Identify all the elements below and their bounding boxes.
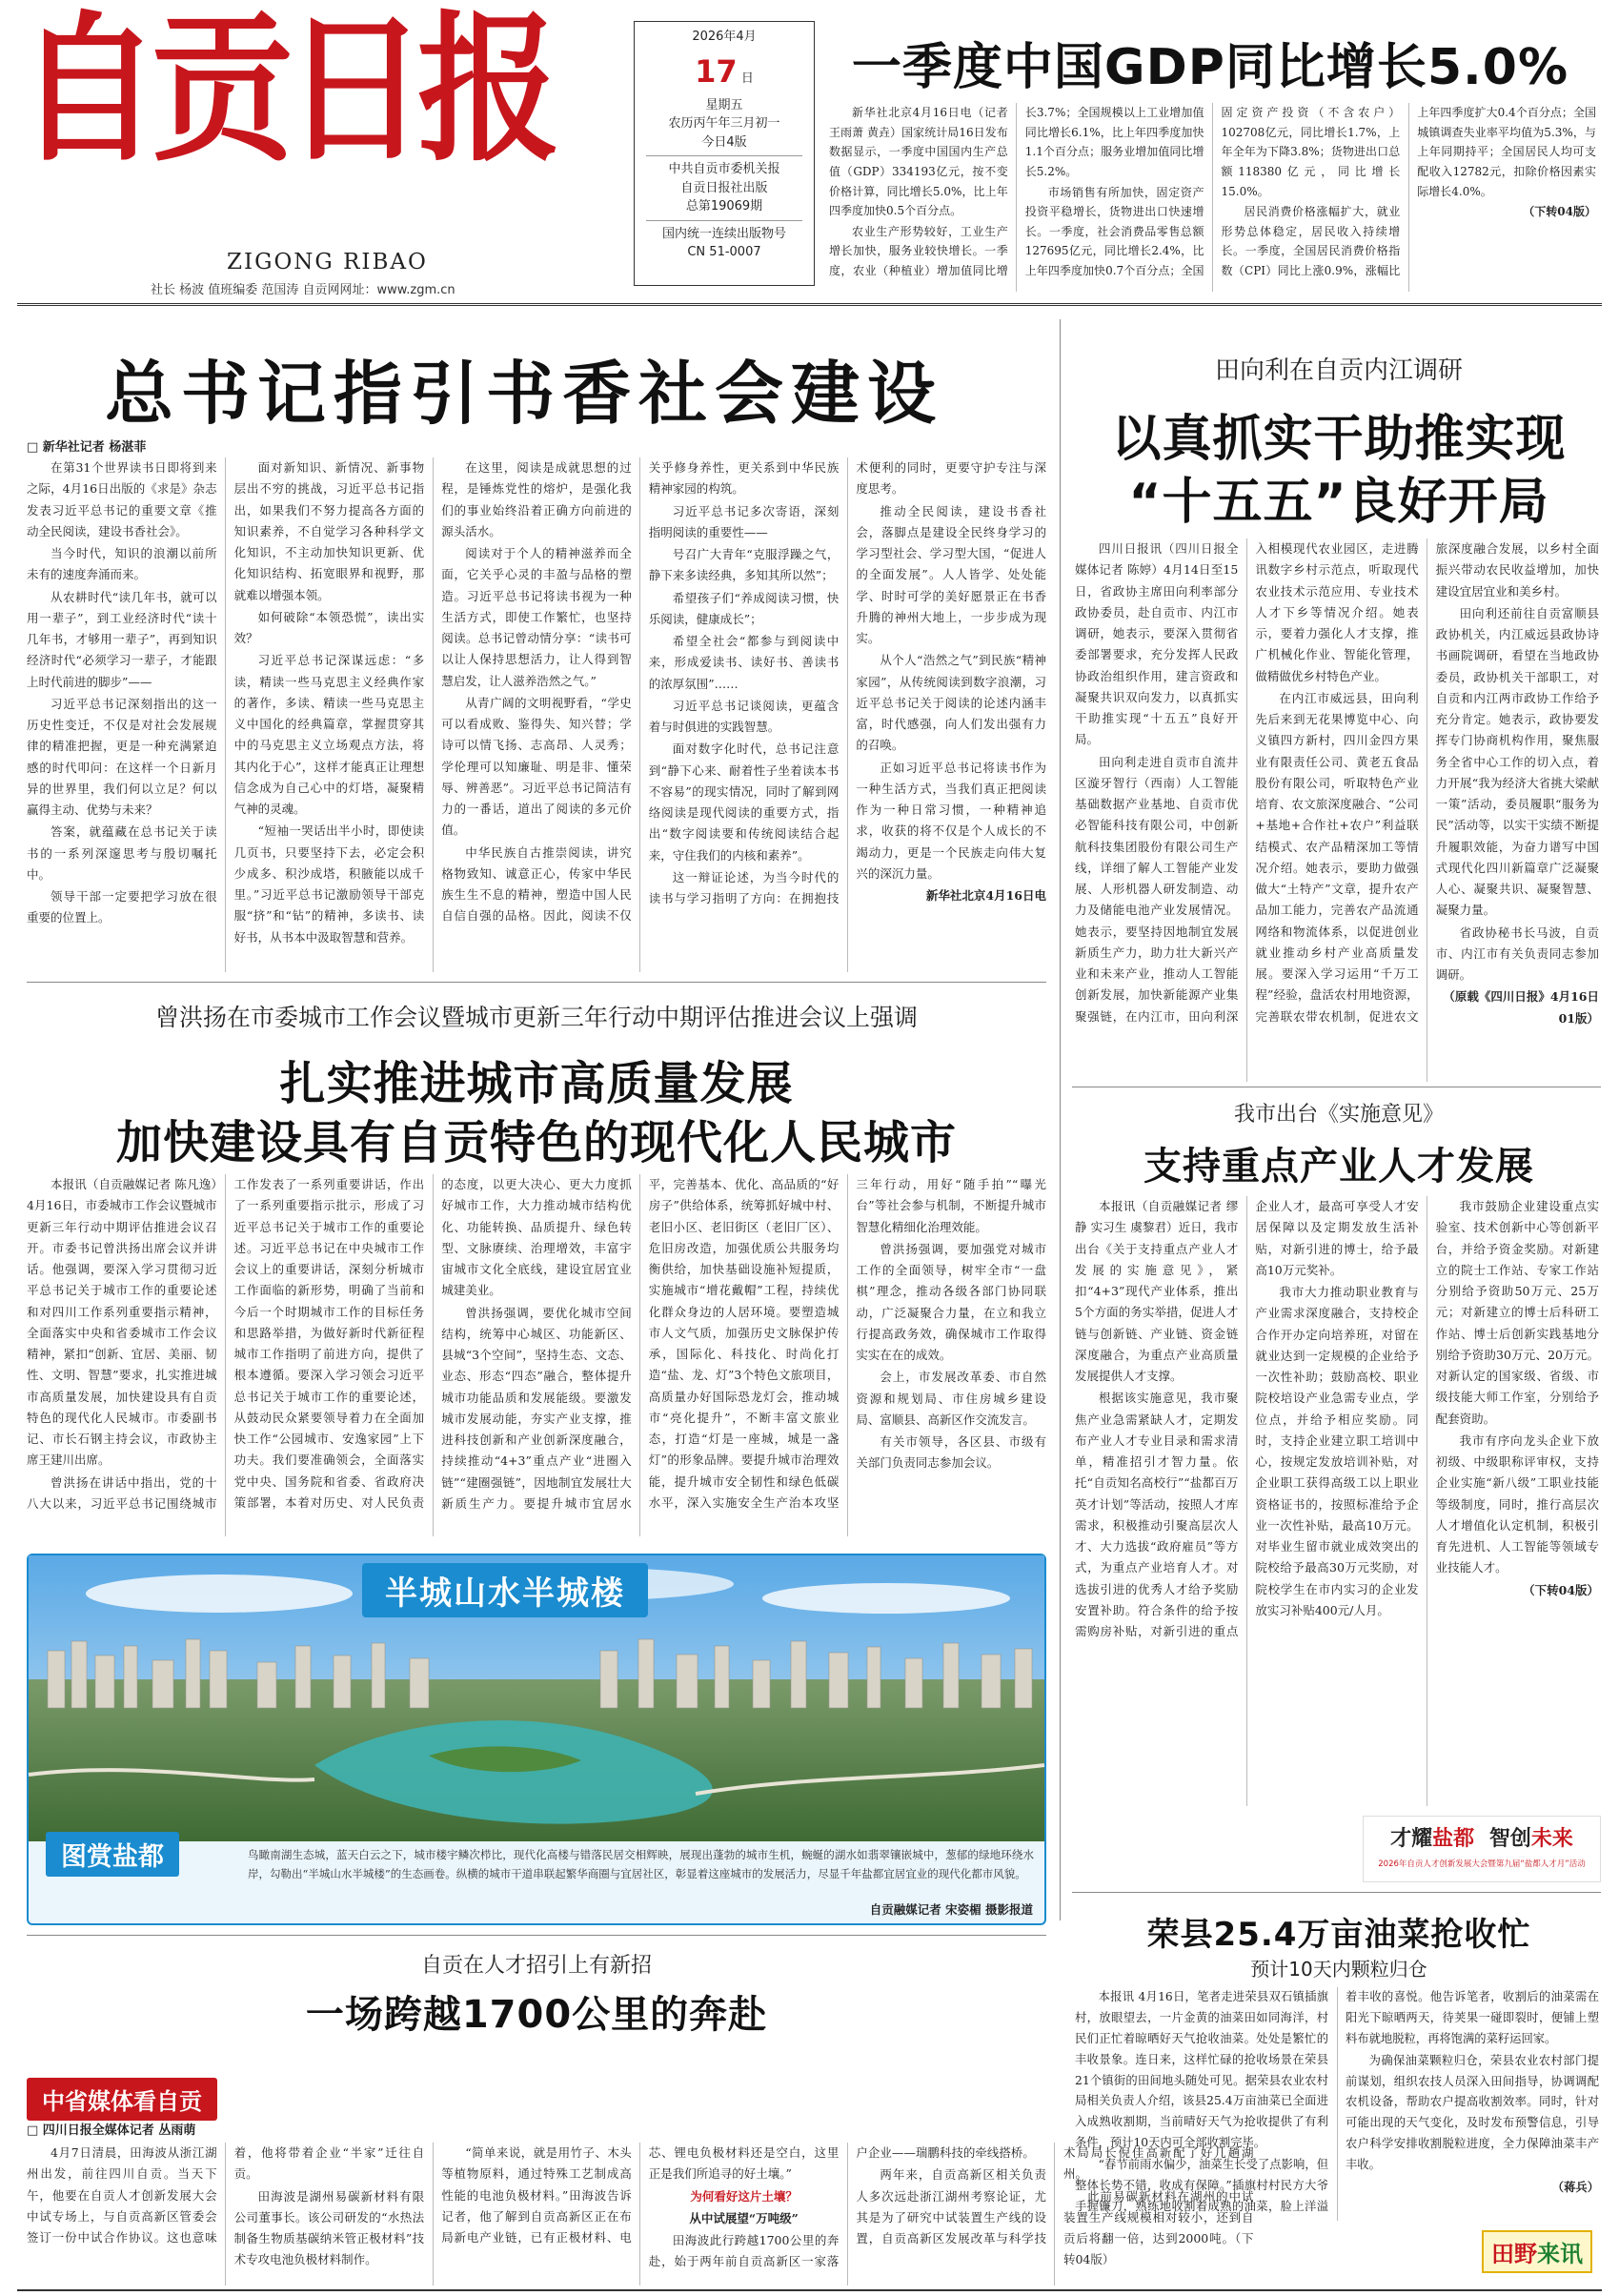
article3-body: 本报讯（自贡融媒记者 陈凡逸）4月16日，市委城市工作会议暨城市更新三年行动中期评估推进会议召开。市委书记曾洪扬出席会议并讲话。他强调，要深入学习贯彻习近平总书记关于城市工作的重要论述和对四川工作系列重要指示精神，全面落实中央和省委城市工作会议精神，紧扣“创新、宜居、美丽、韧性、文明、智慧”要求，扎实推进城市高质量发展，加快建设具有自贡特色的现代化人民城市。市委副书记、市长石钢主持会议，市政协主席王建川出席。 曾洪扬在讲话中指出，党的十八大以来，习近平总书记围绕城市工作发表了一系列重要讲话，作出了一系列重要指示批示，形成了习近平总书记关于城市工作的重要论述。习近平总书记在中央城市工作会议上的重要讲话，深刻分析城市工作面临的新形势，明确了当前和今后一个时期城市工作的目标任务和思路举措，为做好新时代新征程城市工作指明了前进方向，提供了根本遵循。要深入学习领会习近平总书记关于城市工作的重要论述，从鼓动民众紧要领导着力在全面加快工作“公园城市、安逸家园”上下功夫。我们要准确领会，全面落实党中央、国务院和省委、省政府决策部署，本着对历史、对人民负责的态度，以更大决心、更大力度抓好城市工作，大力推动城市结构优化、功能转换、品质提升、绿色转型、文脉赓续、治理增效，丰富宇宙城市文化全底线，建设宜居宜业城建美业。 曾洪扬强调，要优化城市空间结构，统筹中心城区、功能新区、县城“3个空间”，坚持生态、文态、业态、形态“四态”融合，整体提升城市功能品质和发展能级。要激发城市发展动能，夯实产业支撑，推进科技创新和产业创新深度融合，持续推动“4+3”重点产业“进圈入链”“建圈强链”，因地制宜发展壮大新质生产力。要提升城市宜居水平，完善基本、优化、高品质的“好房子”供给体系，统筹抓好城中村、老旧小区、老旧街区（老旧厂区）、危旧房改造，加强优质公共服务均衡供给，加快基础设施补短提质，实施城市“增花戴帽”工程，持续优化群众身边的人居环境。要塑造城市人文气质，加强历史文脉保护传承，国际化、科技化、时尚化打造“盐、龙、灯”3个特色文旅项目，高质量办好国际恐龙灯会，推动城市“亮化提升”，不断丰富文旅业态，打造“灯是一座城，城是一盏灯”的形象品牌。要提升城市治理效能，提升城市安全韧性和绿色低碳水平，深入实施安全生产治本攻坚三年行动，用好“随手拍”“曝光台”等社会参与机制，不断提升城市智慧化精细化治理效能。 曾洪扬强调，要加强党对城市工作的全面领导，树牢全市“一盘棋”理念，推动各级各部门协同联动，广泛凝聚合力量，在立和我立行提高政务效，确保城市工作取得实实在在的成效。 会上，市发展改革委、市自然资源和规划局、市住房城乡建设局、富顺县、高新区作交流发言。 有关市领导，各区县、市级有关部门负责同志参加会议。 — [27, 1177, 1046, 1511]
photo-section-label: 图赏盐都 — [46, 1832, 179, 1877]
page-bottom-rule — [17, 2289, 1602, 2291]
issue-pages: 今日4版 — [646, 133, 802, 157]
article1-dateline: 新华社北京4月16日电 — [925, 888, 1046, 903]
article4-continue: （下转04版） — [1523, 1582, 1599, 1597]
article1-headline: 总书记指引书香社会建设 — [104, 354, 943, 434]
photo-credit: 自贡融媒记者 宋姿楣 摄影报道 — [869, 1902, 1033, 1917]
article4-body: 本报讯（自贡融媒记者 缪静 实习生 虞黎君）近日，我市出台《关于支持重点产业人才发展的实施意见》，紧扣“4+3”现代产业体系，推出5个方面的务实举措，促进人才链与创新链、产业链、资金链深度融合，为重点产业高质量发展提供人才支撑。 根据该实施意见，我市聚焦产业急需紧缺人才，定期发布产业人才专业目录和需求清单，精准招引才智力量。依托“自贡知名高校行”“盐都百万英才计划”等活动，按照人才库需求，积极推动引聚高层次人才、大力选拔“政府雇员”等方式，为重点产业培育人才。对选拔引进的优秀人才给予奖励安置补助。符合条件的给予按需购房补贴，对新引进的重点企业人才，最高可享受人才安居保障以及定期发放生活补贴，对新引进的博士，给予最高10万元奖补。 我市大力推动职业教育与产业需求深度融合，支持校企合作开办定向培养班，对留在就业达到一定规模的企业给予一次性补助；鼓励高校、职业院校培设产业急需专业点，学位点，并给予相应奖励。同时，支持企业建立职工培训中心，按规定发放培训补贴，对企业职工获得高级工以上职业资格证书的，按照标准给予企业一次性补贴，最高10万元。对毕业生留市就业成效突出的院校给予最高30万元奖励，对院校学生在市内实习的企业发放实习补贴400元/人月。 我市鼓励企业建设重点实验室、技术创新中心等创新平台，并给予资金奖励。对新建立的院士工作站、专家工作站分别给予资助50万元、25万元；对新建立的博士后科研工作站、博士后创新实践基地分别给予资助30万元、20万元。对新认定的国家级、省级、市级技能大师工作室，分别给予配套资助。 我市有序向龙头企业下放初级、中级职称评审权，支持企业实施“新八级”工职业技能等级制度，同时，推行高层次人才增值化认定机制，积极引育先进机、人工智能等领域专业技能人才。 （下转04版） — [1075, 1199, 1599, 1638]
masthead-divider — [17, 303, 1602, 306]
article5-source: （蒋兵） — [1551, 2179, 1599, 2194]
gdp-headline: 一季度中国GDP同比增长5.0% — [851, 39, 1569, 96]
photo-feature — [27, 1554, 1046, 1925]
article4-headline: 支持重点产业人才发展 — [1143, 1145, 1534, 1189]
article1-body: 在第31个世界读书日即将到来之际，4月16日出版的《求是》杂志发表习近平总书记的重要文章《推动全民阅读，建设书香社会》。 当今时代，知识的浪潮以前所未有的速度奔涌而来。 从农耕时代“读几年书，就可以用一辈子”，到工业经济时代“读十几年书，才够用一辈子”，再到知识经济时代“必须学习一辈子，才能跟上时代前进的脚步”—— 习近平总书记深刻指出的这一历史性变迁，不仅是对社会发展规律的精准把握，更是一种充满紧迫感的时代叩问：在这样一个日新月异的世界里，我们何以立足？何以赢得主动、优势与未来？ 答案，就蕴藏在总书记关于读书的一系列深邃思考与殷切嘱托中。 领导干部一定要把学习放在很重要的位置上。 面对新知识、新情况、新事物层出不穷的挑战，习近平总书记指出，如果我们不努力提高各方面的知识素养，不自觉学习各种科学文化知识，不主动加快知识更新、优化知识结构、拓宽眼界和视野，那就难以增强本领。 如何破除“本领恐慌”，读出实效？ 习近平总书记深谋远虑：“多读，精读一些马克思主义经典作家的著作，多读、精读一些马克思主义中国化的经典篇章，掌握贯穿其中的马克思主义立场观点方法，将其内化于心”，这样才能真正让理想信念成为自己心中的灯塔，凝聚精气神的灵魂。 “短袖一哭话出半小时，即使读几页书，只要坚持下去，必定会积少成多、积沙成塔，积腋能以成千里。”习近平总书记激励领导干部克服“挤”和“钻”的精神，多读书、读好书，从书本中汲取智慧和营养。 在这里，阅读是成就思想的过程，是锤炼党性的熔炉，是强化我们的事业始终沿着正确方向前进的源头活水。 阅读对于个人的精神滋养而全面，它关乎心灵的丰盈与品格的塑造。习近平总书记将读书视为一种生活方式，即使工作繁忙，也坚持阅读。总书记曾动情分享：“读书可以让人保持思想活力，让人得到智慧启发，让人滋养浩然之气。” 从青广阔的文明视野看，“学史可以看成败、鉴得失、知兴替；学诗可以情飞扬、志高昂、人灵秀；学伦理可以知廉耻、明是非、懂荣辱、辨善恶”。习近平总书记简洁有力的一番话，道出了阅读的多元价值。 中华民族自古推崇阅读，讲究格物致知、诚意正心，传家中华民族生生不息的精神，塑造中国人民自信自强的品格。因此，阅读不仅关乎修身养性，更关系到中华民族精神家园的构筑。 习近平总书记多次寄语，深刻指明阅读的重要性—— 号召广大青年“克服浮躁之气，静下来多读经典，多知其所以然”； 希望孩子们“养成阅读习惯，快乐阅读，健康成长”； 希望全社会“都参与到阅读中来，形成爱读书、读好书、善读书的浓厚氛围”…… 习近平总书记谈阅读，更蕴含着与时俱进的实践智慧。 面对数字化时代，总书记注意到“静下心来、耐着性子坐着读本书不容易”的现实情况，同时了解到网络阅读是现代阅读的重要方式，指出“数字阅读要和传统阅读结合起来，守住我们的内核和素养”。 这一辩证论述，为当今时代的读书与学习指明了方向：在拥抱技术便利的同时，更要守护专注与深度思考。 推动全民阅读，建设书香社会，落脚点是建设全民终身学习的学习型社会、学习型大国，“促进人的全面发展”。人人皆学、处处能学、时时可学的美好愿景正在书香升腾的神州大地上，一步步成为现实。 从个人“浩然之气”到民族“精神家园”，从传统阅读到数字浪潮，习近平总书记关于阅读的论述内涵丰富，时代感强，向人们发出强有力的召唤。 正如习近平总书记将读书作为一种生活方式，当我们真正把阅读作为一种日常习惯，一种精神追求，收获的将不仅是个人成长的不竭动力，更是一个民族走向伟大复兴的深沉力量。 新华社北京4月16日电 — [27, 460, 1046, 945]
issue-publisher: 自贡日报社出版 — [680, 180, 768, 195]
issue-number: 总第19069期 — [646, 197, 802, 221]
article2-dateline: （原载《四川日报》4月16日01版） — [1443, 989, 1599, 1026]
issue-info-box — [634, 21, 815, 286]
article2-headline-line1: 以真抓实干助推实现 — [1111, 411, 1567, 468]
issue-lunar: 农历丙午年三月初一 — [668, 116, 780, 131]
issue-day-row — [635, 49, 814, 94]
masthead-title: 自贡日报 — [17, 0, 552, 184]
issue-year-month: 2026年4月 — [692, 30, 757, 44]
issue-day: 17 — [695, 52, 738, 90]
column-divider-right — [1060, 319, 1061, 1920]
photo-caption: 鸟瞰南湖生态城，蓝天白云之下，城市楼宇鳞次栉比，现代化高楼与错落民居交相辉映，展现出蓬勃的城市生机，蜿蜒的湖水如翡翠镶嵌城中，葱郁的绿地环绕水岸，勾勒出“半城山水半城楼”的生态画卷。纵横的城市干道串联起繁华商圈与宜居社区，彰显着这座城市的发展活力，尽显千年盐都宜居宜业的现代化都市风貌。 — [248, 1848, 1034, 1880]
issue-day-suffix: 日 — [740, 71, 754, 86]
article6-section-label: 中省媒体看自贡 — [27, 2078, 217, 2121]
article3-headline-line1: 扎实推进城市高质量发展 — [279, 1057, 794, 1110]
divider-a1-a3 — [27, 982, 1046, 983]
article5-body: 本报讯 4月16日，笔者走进荣县双石镇插旗村，放眼望去，一片金黄的油菜田如同海洋，村民们正忙着晾晒好天气抢收油菜。处处是繁忙的丰收景象。连日来，这样忙碌的抢收场景在荣县21个镇街的田间地头随处可见。据荣县农业农村局相关负责人介绍，该县25.4万亩油菜已全面进入成熟收割期，当前晴好天气为抢收提供了有利条件，预计10天内可全部收割完毕。 “春节前雨水偏少，油菜生长受了点影响，但整体长势不错，收成有保障。”插旗村村民方大爷手握镰刀，熟练地收割着成熟的油菜，脸上洋溢着丰收的喜悦。他告诉笔者，收割后的油菜需在阳光下晾晒两天，待荚果一碰即裂时，便铺上塑料布就地脱粒，再将饱满的菜籽运回家。 为确保油菜颗粒归仓，荣县农业农村部门提前谋划，组织农技人员深入田间指导，协调调配农机设备，帮助农户提高收割效率。同时，针对可能出现的天气变化，及时发布预警信息，引导农户科学安排收割脱粒进度，全力保障油菜丰产丰收。 （蒋兵） — [1075, 1990, 1599, 2213]
article2-body: 四川日报讯（四川日报全媒体记者 陈婷）4月14日至15日，省政协主席田向利率部分政协委员，赴自贡市、内江市调研，她表示，要深入贯彻省委部署要求，充分发挥人民政协政治组织作用，建言资政和凝聚共识双向发力，以真抓实干助推实现“十五五”良好开局。 田向利走进自贡市自流井区漩牙智行（西南）人工智能基础数据产业基地、自贡市优必智能科技有限公司，中创新航科技集团股份有限公司生产线，详细了解人工智能产业发展、人形机器人研发制造、动力及储能电池产业发展情况。她表示，要坚持因地制宜发展新质生产力，助力壮大新兴产业和未来产业，推动人工智能创新发展，加快新能源产业集聚强链，在内江市，田向利深入相模现代农业园区，走进腾讯数字乡村示范点，听取现代农业技术示范应用、专业技术人才下乡等情况介绍。她表示，要着力强化人才支撑，推广机械化作业、智能化管理，做精做优乡村特色产业。 在内江市威远县，田向利先后来到无花果博览中心、向义镇四方新村，四川金四方果业有限责任公司、黄老五食品股份有限公司，听取特色产业培育、农文旅深度融合、“公司+基地+合作社+农户”利益联结模式、农产品精深加工等情况介绍。她表示，要助力做强做大“土特产”文章，提升农产品加工能力，完善农产品流通网络和物流体系，以促进创业就业推动乡村产业高质量发展。要深入学习运用“千万工程”经验，盘活农村用地资源，完善联农带农机制，促进农文旅深度融合发展，以乡村全面振兴带动农民收益增加，加快建设宜居宜业和美乡村。 田向利还前往自贡富顺县政协机关，内江威远县政协诗书画院调研，看望在当地政协委员，政协机关干部职工，对自贡和内江两市政协工作给予充分肯定。她表示，政协要发挥专门协商机构作用，聚焦服务全省中心工作的切入点，着力开展“我为经济大省挑大梁献一策”活动，委员履职“服务为民”活动等，以实干实绩不断提升履职效能，为奋力谱写中国式现代化四川新篇章广泛凝聚人心、凝聚共识、凝聚智慧、凝聚力量。 省政协秘书长马波，自贡市、内江市有关负责同志参加调研。 （原载《四川日报》4月16日01版） — [1075, 538, 1599, 1082]
article6-subhead: 从中试展望“万吨级” — [689, 2210, 799, 2225]
article6-headline: 一场跨越1700公里的奔赴 — [305, 1993, 768, 2037]
article2-headline-line2: “十五五”良好开局 — [1128, 474, 1549, 531]
article3-headline-line2: 加快建设具有自贡特色的现代化人民城市 — [115, 1116, 957, 1169]
gdp-continue: （下转04版） — [1523, 205, 1596, 219]
article3-tagline: 曾洪扬在市委城市工作会议暨城市更新三年行动中期评估推进会议上强调 — [154, 1004, 918, 1031]
gdp-body: 新华社北京4月16日电（记者 王雨萧 黄垚）国家统计局16日发布数据显示，一季度中国国内生产总值（GDP）334193亿元，按不变价格计算，同比增长5.0%，比上年四季度加快0.5个百分点。 农业生产形势较好，工业生产增长加快，服务业较快增长。一季度，农业（种植业）增加值同比增长3.7%；全国规模以上工业增加值同比增长6.1%，比上年四季度加快1.1个百分点；服务业增加值同比增长5.2%。 市场销售有所加快，固定资产投资平稳增长，货物进出口快速增长。一季度，社会消费品零售总额127695亿元，同比增长2.4%，比上年四季度加快0.7个百分点；全国固定资产投资（不含农户）102708亿元，同比增长1.7%，上年全年为下降3.8%；货物进出口总额118380亿元，同比增长15.0%。 居民消费价格涨幅扩大，就业形势总体稳定，居民收入持续增长。一季度，全国居民消费价格指数（CPI）同比上涨0.9%，涨幅比上年四季度扩大0.4个百分点；全国城镇调查失业率平均值为5.3%，与上年同期持平；全国居民人均可支配收入12782元，扣除价格因素实际增长4.0%。 （下转04版） — [829, 106, 1596, 277]
issue-organizer: 中共自贡市委机关报 — [668, 162, 780, 176]
ad-event-name: 2026年自贡人才创新发展大会暨第九届“盐都人才月”活动 — [1378, 1859, 1586, 1869]
article1-byline: □ 新华社记者 杨湛菲 — [27, 440, 147, 455]
masthead-pinyin: ZIGONG RIBAO — [227, 250, 428, 274]
article5-subhead: 预计10天内颗粒归仓 — [1250, 1958, 1427, 1981]
talent-event-ad — [1363, 1816, 1601, 1882]
divider-photo-a6 — [27, 1935, 1046, 1936]
article4-tagline: 我市出台《实施意见》 — [1233, 1103, 1444, 1127]
ad-slogan: 才耀盐都 智创未来 — [1390, 1826, 1573, 1851]
masthead — [17, 0, 627, 297]
issue-cn-label: 国内统一连续出版物号 — [661, 226, 786, 241]
article6-tagline: 自贡在人才招引上有新招 — [420, 1954, 652, 1978]
masthead-staff: 社长 杨波 值班编委 范国涛 自贡网网址：www.zgm.cn — [151, 283, 455, 297]
field-news-stamp: 田野来讯 — [1482, 2230, 1592, 2273]
divider-a4-a5 — [1072, 1892, 1601, 1893]
article6-subhead-question: 为何看好这片土壤？ — [690, 2188, 798, 2204]
article6-body: 4月7日清晨，田海波从浙江湖州出发，前往四川自贡。当天下午，他要在自贡人才创新发展大会中试专场上，与自贡高新区管委会签订一份中试合作协议。这也意味着，他将带着企业“半家”迁往自贡。 田海波是湖州易碳新材料有限公司董事长。该公司研发的“水热法制备生物质基碳纳米管正极材料”技术专攻电池负极材料制作。 “简单来说，就是用竹子、木头等植物原料，通过特殊工艺制成高性能的电池负极材料。”田海波告诉记者，他了解到自贡高新区正在布局新电产业链，已有正极材料、电芯、锂电负极材料还是空白，这里正是我们所追寻的好土壤。” 为何看好这片土壤？ 从中试展望“万吨级” 田海波此行跨越1700公里的奔赴，始于两年前自贡高新区一家落户企业——瑞鹏科技的牵线搭桥。 两年来，自贡高新区相关负责人多次远赴浙江湖州考察论证，尤其是为了研究中试装置生产线的设置，自贡高新区发展改革与科学技术局局长倪佳高新配了好几趟湖州。 此前易碳新材料在湖州的中试装置生产线规模相对较小，还到自贡后将翻一倍，达到2000吨。（下转04版） — [27, 2145, 1254, 2269]
issue-weekday: 星期五 — [705, 97, 743, 112]
issue-cn: CN 51-0007 — [687, 245, 761, 259]
article2-tagline: 田向利在自贡内江调研 — [1214, 356, 1463, 385]
photo-title: 半城山水半城楼 — [362, 1563, 648, 1617]
article5-headline: 荣县25.4万亩油菜抢收忙 — [1146, 1916, 1531, 1954]
article6-byline: □ 四川日报全媒体记者 丛雨萌 — [27, 2123, 196, 2138]
